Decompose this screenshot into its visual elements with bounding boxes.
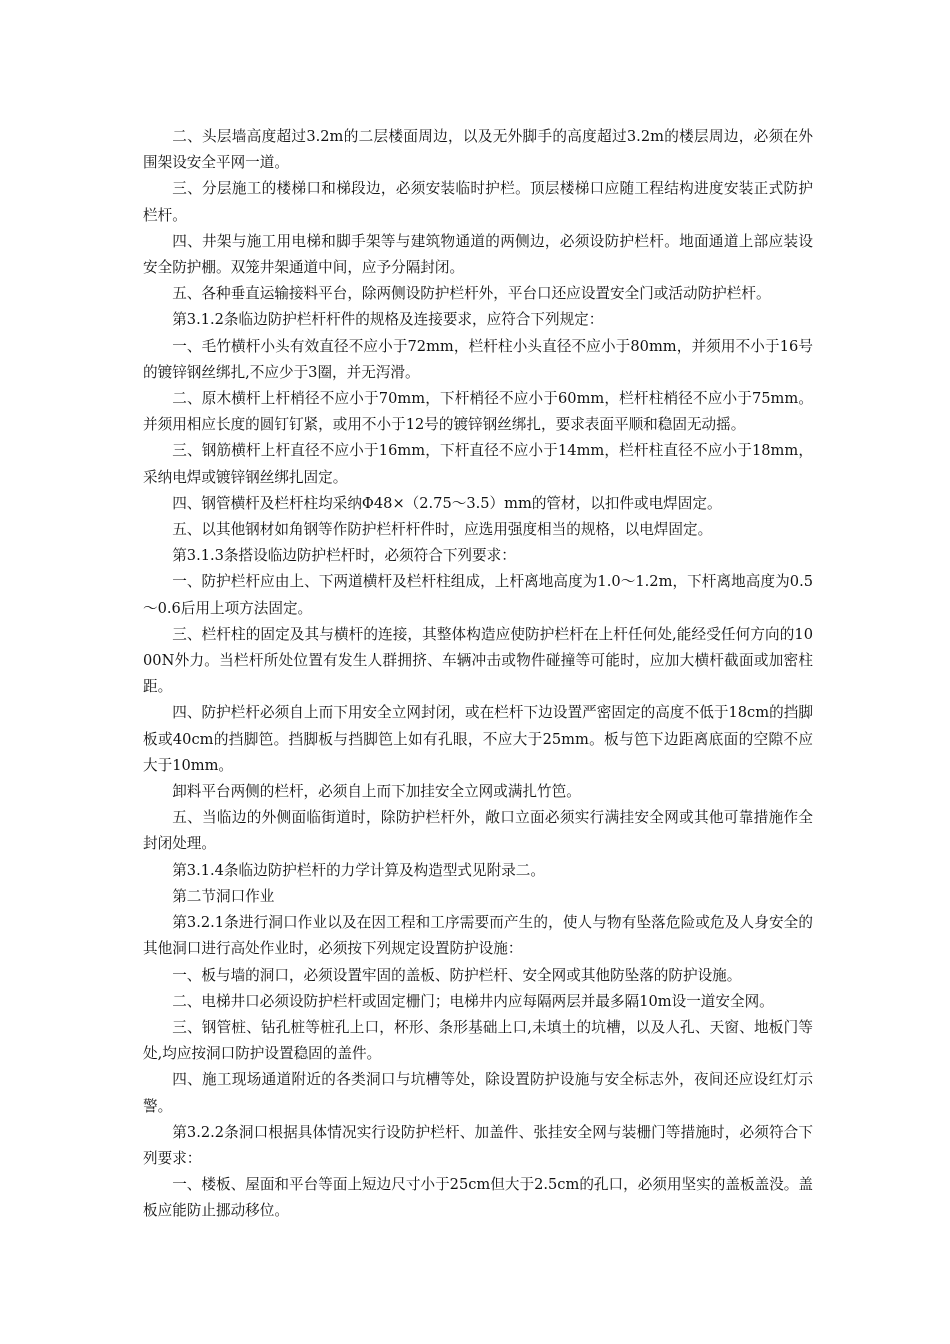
- paragraph: 一、楼板、屋面和平台等面上短边尺寸小于25cm但大于2.5cm的孔口，必须用坚实的盖板盖没。盖板应能防止挪动移位。: [143, 1176, 813, 1220]
- clause-heading: 第3.1.4条临边防护栏杆的力学计算及构造型式见附录二。: [172, 861, 545, 879]
- paragraph: 三、钢管桩、钻孔桩等桩孔上口，杯形、条形基础上口,未填土的坑槽，以及人孔、天窗、地板门等处,均应按洞口防护设置稳固的盖件。: [143, 1018, 813, 1063]
- paragraph: 三、钢筋横杆上杆直径不应小于16mm，下杆直径不应小于14mm，栏杆柱直径不应小于18mm，采纳电焊或镀锌钢丝绑扎固定。: [143, 442, 813, 486]
- paragraph: 四、钢管横杆及栏杆柱均采纳Φ48×（2.75～3.5）mm的管材，以扣件或电焊固定。: [172, 494, 722, 512]
- paragraph: 五、以其他钢材如角钢等作防护栏杆杆件时，应选用强度相当的规格，以电焊固定。: [172, 521, 713, 539]
- paragraph: 卸料平台两侧的栏杆，必须自上而下加挂安全立网或满扎竹笆。: [172, 783, 581, 801]
- paragraph: 一、板与墙的洞口，必须设置牢固的盖板、防护栏杆、安全网或其他防坠落的防护设施。: [172, 966, 742, 984]
- paragraph: 四、防护栏杆必须自上而下用安全立网封闭，或在栏杆下边设置严密固定的高度不低于18cm的挡脚板或40cm的挡脚笆。挡脚板与挡脚笆上如有孔眼，不应大于25mm。板与笆下边距离底面的空隙不应大于10mm。: [143, 704, 813, 774]
- paragraph: 二、电梯井口必须设防护栏杆或固定栅门；电梯井内应每隔两层并最多隔10m设一道安全网。: [172, 992, 774, 1010]
- section-heading: 第二节洞口作业: [172, 887, 275, 905]
- paragraph: 三、栏杆柱的固定及其与横杆的连接，其整体构造应使防护栏杆在上杆任何处,能经受任何方向的1000N外力。当栏杆所处位置有发生人群拥挤、车辆冲击或物件碰撞等可能时，应加大横杆截面或加密柱距。: [143, 625, 813, 696]
- paragraph: 四、井架与施工用电梯和脚手架等与建筑物通道的两侧边，必须设防护栏杆。地面通道上部应装设安全防护棚。双笼井架通道中间，应予分隔封闭。: [143, 232, 813, 277]
- document-body: [143, 124, 813, 1225]
- clause-heading: 第3.1.3条搭设临边防护栏杆时，必须符合下列要求：: [172, 547, 516, 565]
- paragraph: 二、头层墙高度超过3.2m的二层楼面周边，以及无外脚手的高度超过3.2m的楼层周边，必须在外围架设安全平网一道。: [143, 128, 813, 172]
- clause-heading: 第3.2.1条进行洞口作业以及在因工程和工序需要而产生的，使人与物有坠落危险或危及人身安全的其他洞口进行高处作业时，必须按下列规定设置防护设施：: [143, 914, 813, 958]
- paragraph: 四、施工现场通道附近的各类洞口与坑槽等处，除设置防护设施与安全标志外，夜间还应设红灯示警。: [143, 1071, 813, 1115]
- paragraph: 三、分层施工的楼梯口和梯段边，必须安装临时护栏。顶层楼梯口应随工程结构进度安装正式防护栏杆。: [143, 180, 813, 224]
- paragraph: 二、原木横杆上杆梢径不应小于70mm，下杆梢径不应小于60mm，栏杆柱梢径不应小于75mm。并须用相应长度的圆钉钉紧，或用不小于12号的镀锌钢丝绑扎，要求表面平顺和稳固无动摇。: [143, 390, 813, 434]
- paragraph: 一、毛竹横杆小头有效直径不应小于72mm，栏杆柱小头直径不应小于80mm，并须用不小于16号的镀锌钢丝绑扎,不应少于3圈，并无泻滑。: [143, 337, 813, 381]
- paragraph: 一、防护栏杆应由上、下两道横杆及栏杆柱组成，上杆离地高度为1.0～1.2m，下杆离地高度为0.5～0.6后用上项方法固定。: [143, 573, 813, 617]
- paragraph: 五、各种垂直运输接料平台，除两侧设防护栏杆外，平台口还应设置安全门或活动防护栏杆。: [172, 285, 771, 303]
- clause-heading: 第3.1.2条临边防护栏杆杆件的规格及连接要求，应符合下列规定：: [172, 311, 604, 329]
- clause-heading: 第3.2.2条洞口根据具体情况实行设防护栏杆、加盖件、张挂安全网与装栅门等措施时，必须符合下列要求：: [143, 1123, 813, 1167]
- paragraph: 五、当临边的外侧面临街道时，除防护栏杆外，敞口立面必须实行满挂安全网或其他可靠措施作全封闭处理。: [143, 809, 813, 853]
